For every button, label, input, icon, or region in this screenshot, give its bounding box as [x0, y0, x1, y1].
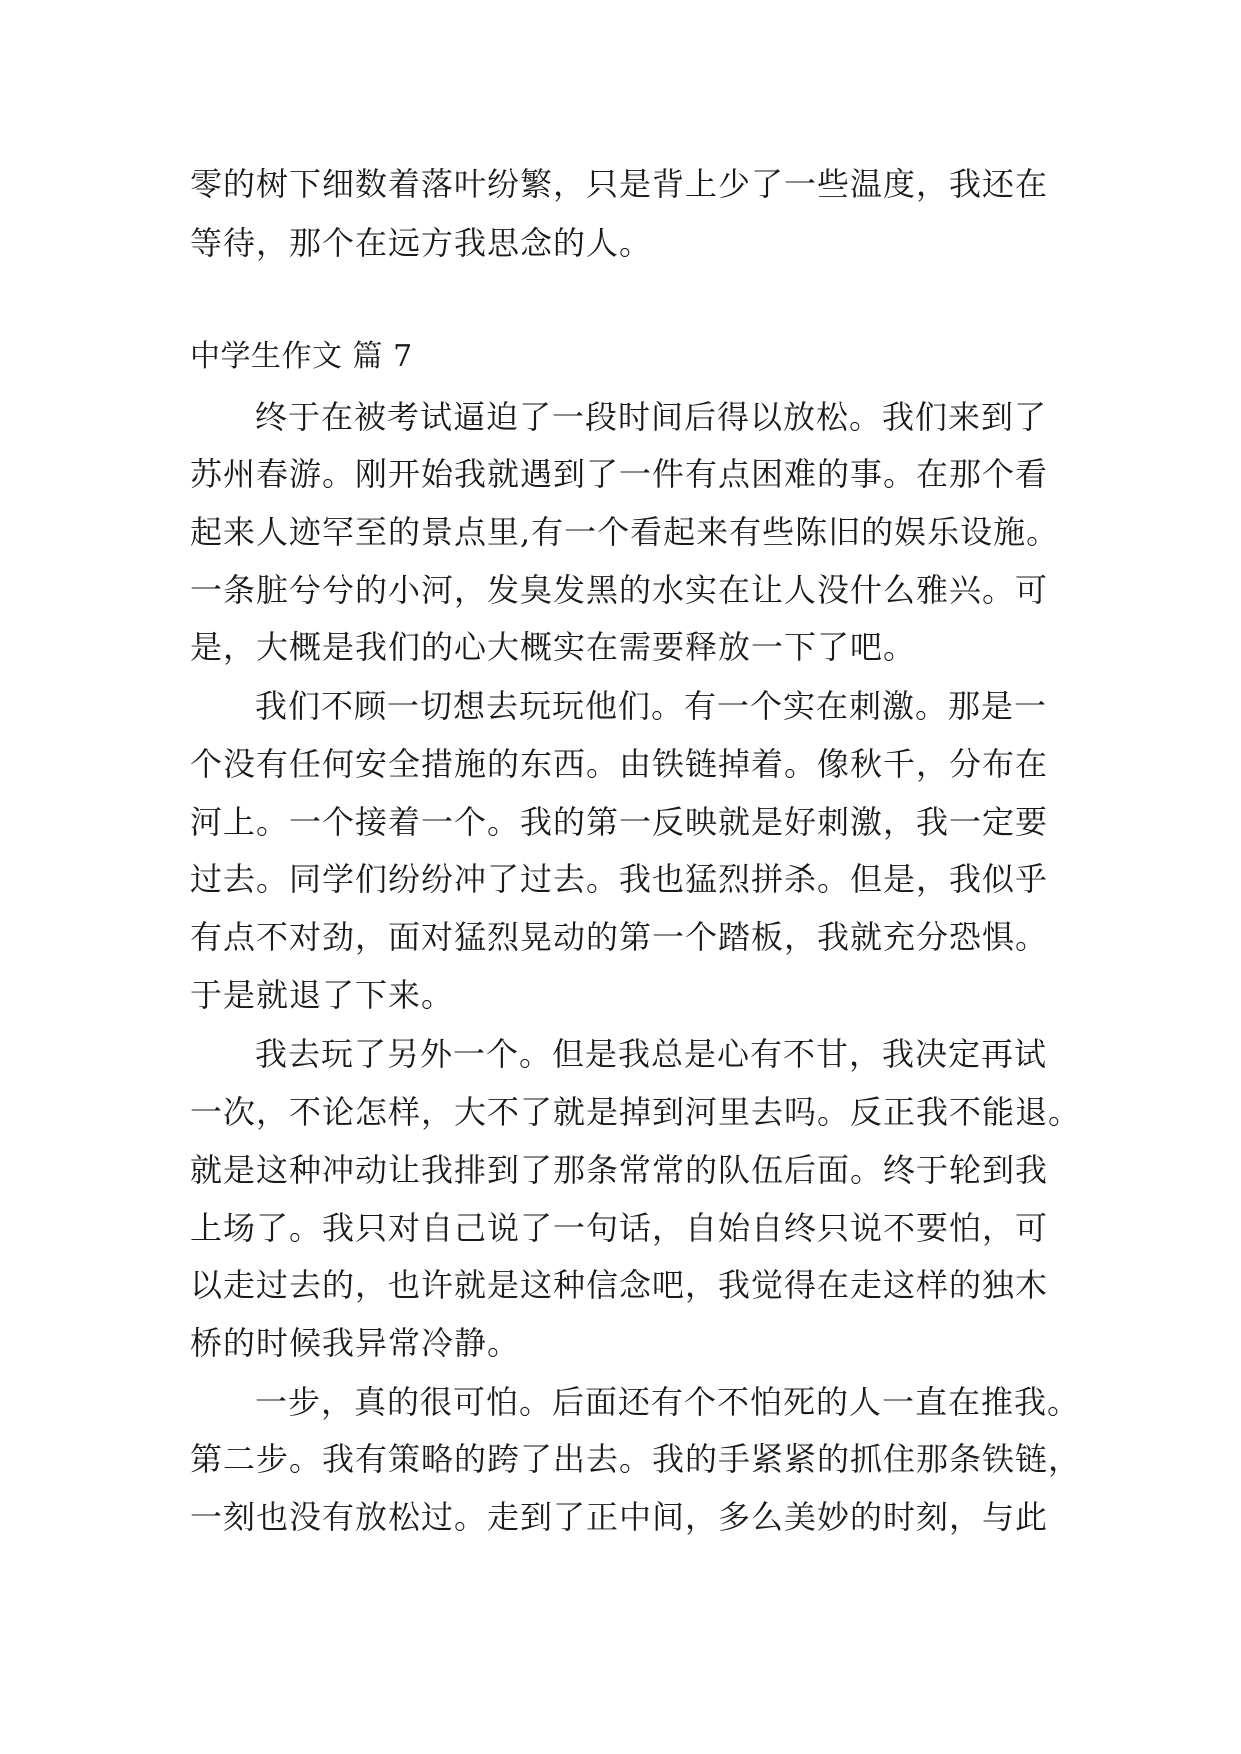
paragraph-line: 就是这种冲动让我排到了那条常常的队伍后面。终于轮到我: [190, 1151, 1049, 1189]
paragraph-line: 于是就退了下来。: [190, 976, 455, 1014]
paragraph-line: 有点不对劲，面对猛烈晃动的第一个踏板，我就充分恐惧。: [190, 918, 1049, 956]
paragraph-line: 第二步。我有策略的跨了出去。我的手紧紧的抓住那条铁链，: [190, 1440, 1082, 1478]
intro-line: 零的树下细数着落叶纷繁，只是背上少了一些温度，我还在: [190, 165, 1049, 203]
paragraph-line: 以走过去的，也许就是这种信念吧，我觉得在走这样的独木: [190, 1266, 1049, 1304]
paragraph-line: 一刻也没有放松过。走到了正中间，多么美妙的时刻，与此: [190, 1498, 1049, 1536]
paragraph-line: 个没有任何安全措施的东西。由铁链掉着。像秋千，分布在: [190, 745, 1049, 783]
paragraph-line: 是，大概是我们的心大概实在需要释放一下了吧。: [190, 628, 917, 666]
paragraph-line: 起来人迹罕至的景点里,有一个看起来有些陈旧的娱乐设施。: [190, 513, 1060, 551]
section-title: 中学生作文 篇 7: [190, 339, 413, 374]
paragraph-line: 一条脏兮兮的小河，发臭发黑的水实在让人没什么雅兴。可: [190, 571, 1049, 609]
paragraph-line: 终于在被考试逼迫了一段时间后得以放松。我们来到了: [255, 398, 1048, 436]
paragraph-line: 桥的时候我异常冷静。: [190, 1324, 521, 1362]
paragraph-line: 一步，真的很可怕。后面还有个不怕死的人一直在推我。: [255, 1383, 1081, 1421]
paragraph-line: 河上。一个接着一个。我的第一反映就是好刺激，我一定要: [190, 803, 1049, 841]
paragraph-line: 过去。同学们纷纷冲了过去。我也猛烈拼杀。但是，我似乎: [190, 860, 1049, 898]
intro-line: 等待，那个在远方我思念的人。: [190, 224, 653, 262]
paragraph-line: 我去玩了另外一个。但是我总是心有不甘，我决定再试: [255, 1035, 1048, 1073]
paragraph-line: 我们不顾一切想去玩玩他们。有一个实在刺激。那是一: [255, 687, 1048, 725]
paragraph-line: 苏州春游。刚开始我就遇到了一件有点困难的事。在那个看: [190, 455, 1049, 493]
paragraph-line: 一次，不论怎样，大不了就是掉到河里去吗。反正我不能退。: [190, 1093, 1082, 1131]
paragraph-line: 上场了。我只对自己说了一句话，自始自终只说不要怕，可: [190, 1209, 1049, 1247]
